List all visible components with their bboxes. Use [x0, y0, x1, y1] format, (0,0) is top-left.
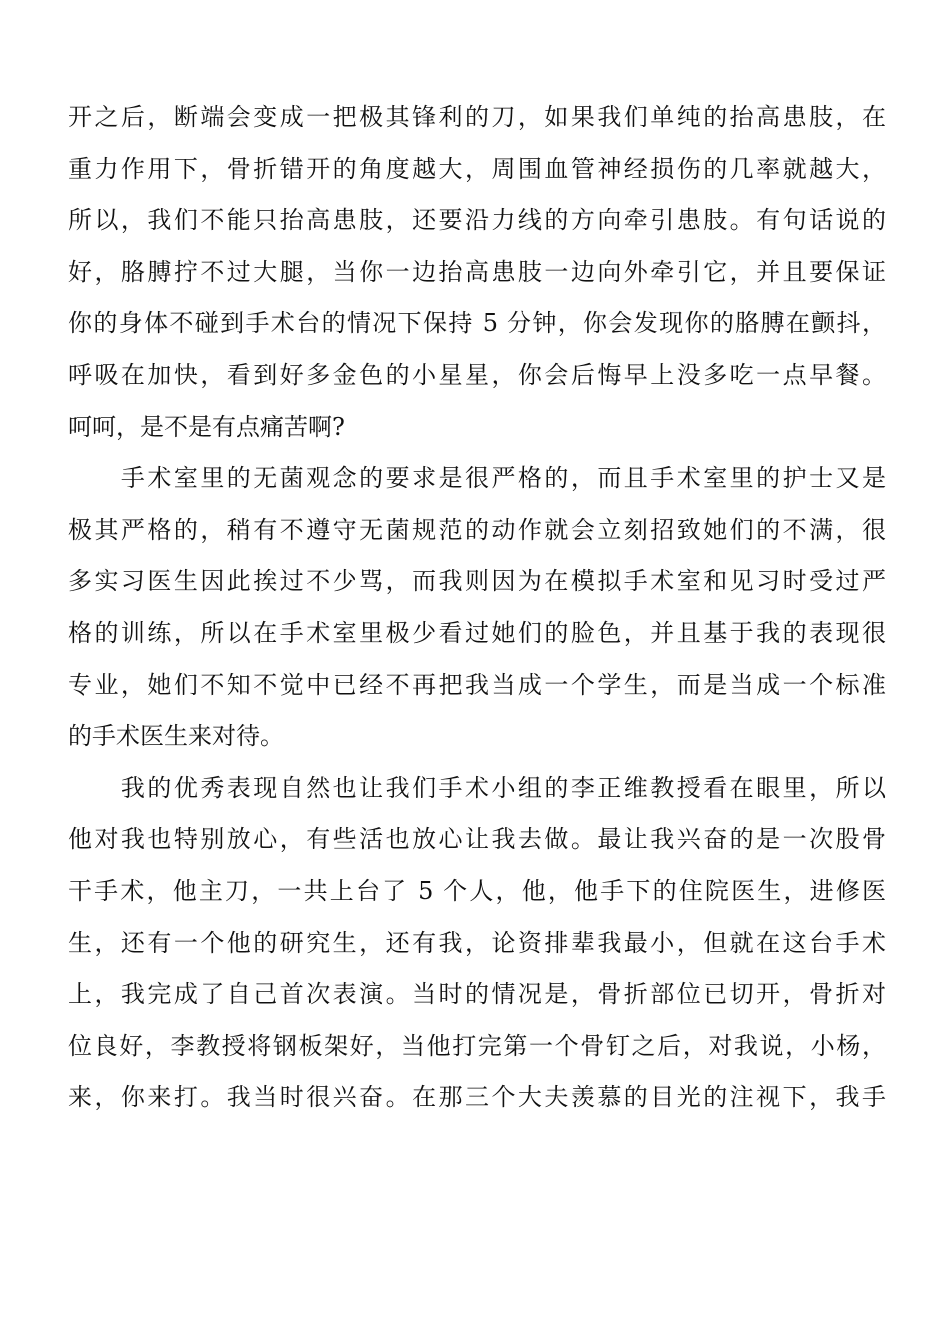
text-line: 重力作用下，骨折错开的角度越大，周围血管神经损伤的几率就越大，	[68, 154, 886, 183]
paragraph-1	[68, 92, 886, 453]
text-line: 干手术，他主刀，一共上台了 5 个人，他，他手下的住院医生，进修医	[68, 876, 886, 905]
text-line: 多实习医生因此挨过不少骂，而我则因为在模拟手术室和见习时受过严	[68, 567, 886, 596]
text-line: 你的身体不碰到手术台的情况下保持 5 分钟，你会发现你的胳膊在颤抖，	[68, 309, 886, 338]
text-line: 呼吸在加快，看到好多金色的小星星，你会后悔早上没多吃一点早餐。	[68, 360, 886, 389]
text-line: 所以，我们不能只抬高患肢，还要沿力线的方向牵引患肢。有句话说的	[68, 206, 886, 235]
text-line: 来，你来打。我当时很兴奋。在那三个大夫羡慕的目光的注视下，我手	[68, 1083, 886, 1112]
text-line: 他对我也特别放心，有些活也放心让我去做。最让我兴奋的是一次股骨	[68, 825, 886, 854]
text-line: 的手术医生来对待。	[68, 722, 284, 751]
text-line: 呵呵，是不是有点痛苦啊?	[68, 412, 345, 441]
text-line: 好，胳膊拧不过大腿，当你一边抬高患肢一边向外牵引它，并且要保证	[68, 257, 886, 286]
text-line: 我的优秀表现自然也让我们手术小组的李正维教授看在眼里，所以	[68, 773, 886, 802]
text-line: 极其严格的，稍有不遵守无菌规范的动作就会立刻招致她们的不满，很	[68, 515, 886, 544]
text-line: 手术室里的无菌观念的要求是很严格的，而且手术室里的护士又是	[68, 464, 886, 493]
text-line: 专业，她们不知不觉中已经不再把我当成一个学生，而是当成一个标准	[68, 670, 886, 699]
text-line: 开之后，断端会变成一把极其锋利的刀，如果我们单纯的抬高患肢，在	[68, 103, 886, 131]
text-line: 格的训练，所以在手术室里极少看过她们的脸色，并且基于我的表现很	[68, 618, 886, 647]
paragraph-2	[68, 453, 886, 763]
paragraph-3	[68, 763, 886, 1124]
text-line: 位良好，李教授将钢板架好，当他打完第一个骨钉之后，对我说，小杨，	[68, 1031, 886, 1060]
text-line: 生，还有一个他的研究生，还有我，论资排辈我最小，但就在这台手术	[68, 928, 886, 957]
body-text	[68, 92, 886, 1124]
text-line: 上，我完成了自己首次表演。当时的情况是，骨折部位已切开，骨折对	[68, 980, 886, 1009]
